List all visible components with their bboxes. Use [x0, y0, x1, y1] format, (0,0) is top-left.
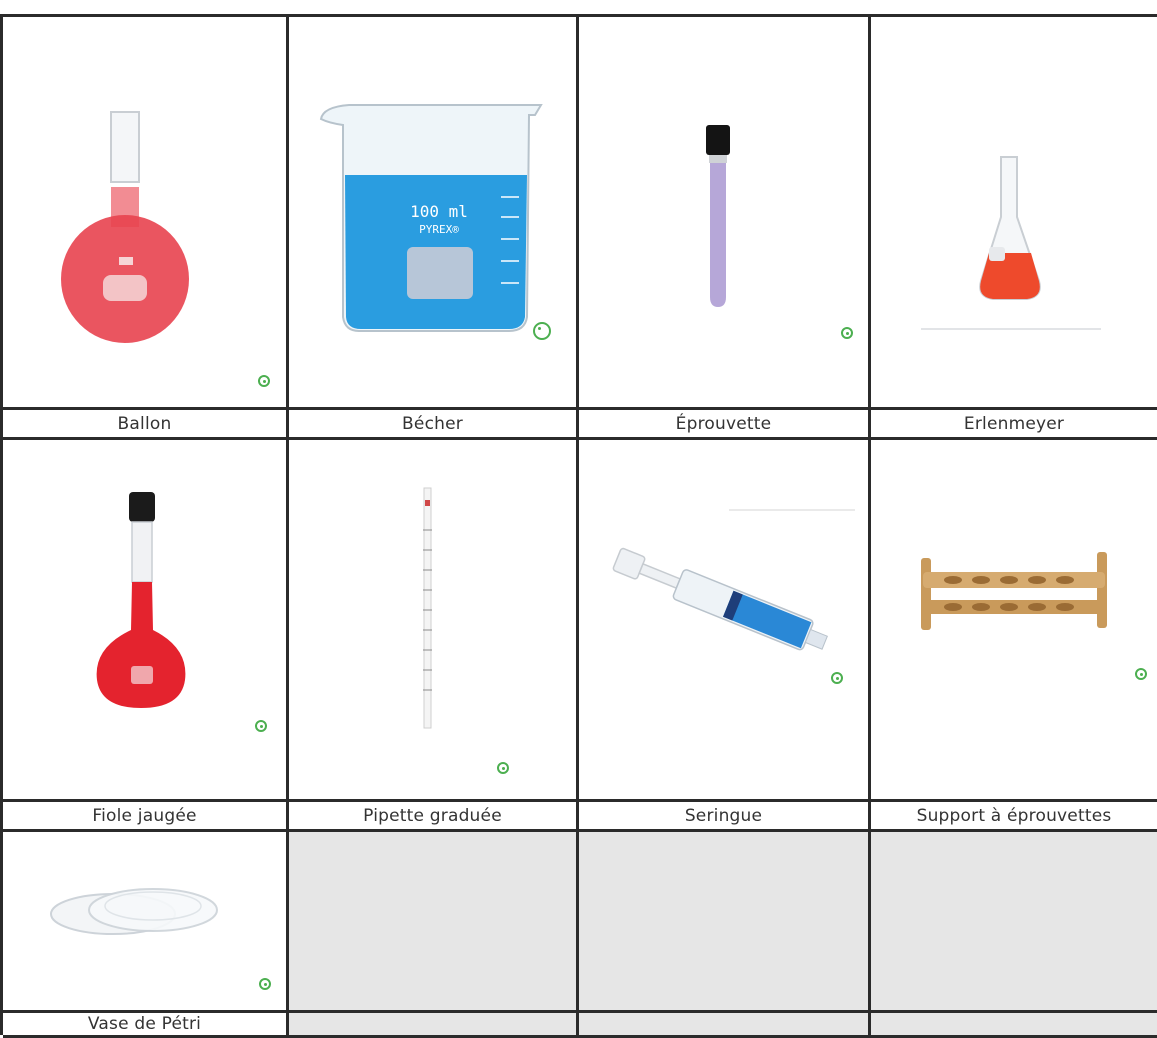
- beaker-brand-marking: PYREX®: [419, 223, 459, 236]
- eprouvette-label: Éprouvette: [579, 410, 871, 440]
- becher-image-cell[interactable]: [289, 17, 579, 410]
- recycle-icon: [497, 762, 509, 774]
- vase-petri-image-cell[interactable]: [3, 832, 289, 1013]
- test-tube-rack-icon: [871, 440, 1157, 799]
- fiole-jaugee-label: Fiole jaugée: [3, 802, 289, 832]
- erlenmeyer-label: Erlenmeyer: [871, 410, 1157, 440]
- empty-label-cell: [871, 1013, 1157, 1038]
- eprouvette-image-cell[interactable]: [579, 17, 871, 410]
- round-bottom-flask-icon: [3, 17, 286, 407]
- empty-cell: [871, 832, 1157, 1013]
- lab-equipment-grid: [0, 14, 1157, 1035]
- support-eprouvettes-label: Support à éprouvettes: [871, 802, 1157, 832]
- empty-label-cell: [579, 1013, 871, 1038]
- pipette-graduee-image-cell[interactable]: [289, 440, 579, 802]
- seringue-image-cell[interactable]: [579, 440, 871, 802]
- recycle-icon: [533, 322, 551, 340]
- fiole-jaugee-image-cell[interactable]: [3, 440, 289, 802]
- ballon-image-cell[interactable]: [3, 17, 289, 410]
- graduated-pipette-icon: [289, 440, 576, 799]
- volumetric-flask-icon: [3, 440, 286, 799]
- empty-label-cell: [289, 1013, 579, 1038]
- beaker-volume-marking: 100 ml: [410, 202, 468, 221]
- erlenmeyer-flask-icon: [871, 17, 1157, 407]
- ballon-label: Ballon: [3, 410, 289, 440]
- empty-cell: [289, 832, 579, 1013]
- recycle-icon: [258, 375, 270, 387]
- recycle-icon: [1135, 668, 1147, 680]
- beaker-icon: [289, 17, 576, 407]
- vase-petri-label: Vase de Pétri: [3, 1013, 289, 1038]
- recycle-icon: [831, 672, 843, 684]
- petri-dish-icon: [3, 832, 286, 1010]
- recycle-icon: [255, 720, 267, 732]
- seringue-label: Seringue: [579, 802, 871, 832]
- pipette-graduee-label: Pipette graduée: [289, 802, 579, 832]
- recycle-icon: [259, 978, 271, 990]
- support-eprouvettes-image-cell[interactable]: [871, 440, 1157, 802]
- test-tube-icon: [579, 17, 868, 407]
- erlenmeyer-image-cell[interactable]: [871, 17, 1157, 410]
- syringe-icon: [579, 440, 868, 799]
- becher-label: Bécher: [289, 410, 579, 440]
- empty-cell: [579, 832, 871, 1013]
- recycle-icon: [841, 327, 853, 339]
